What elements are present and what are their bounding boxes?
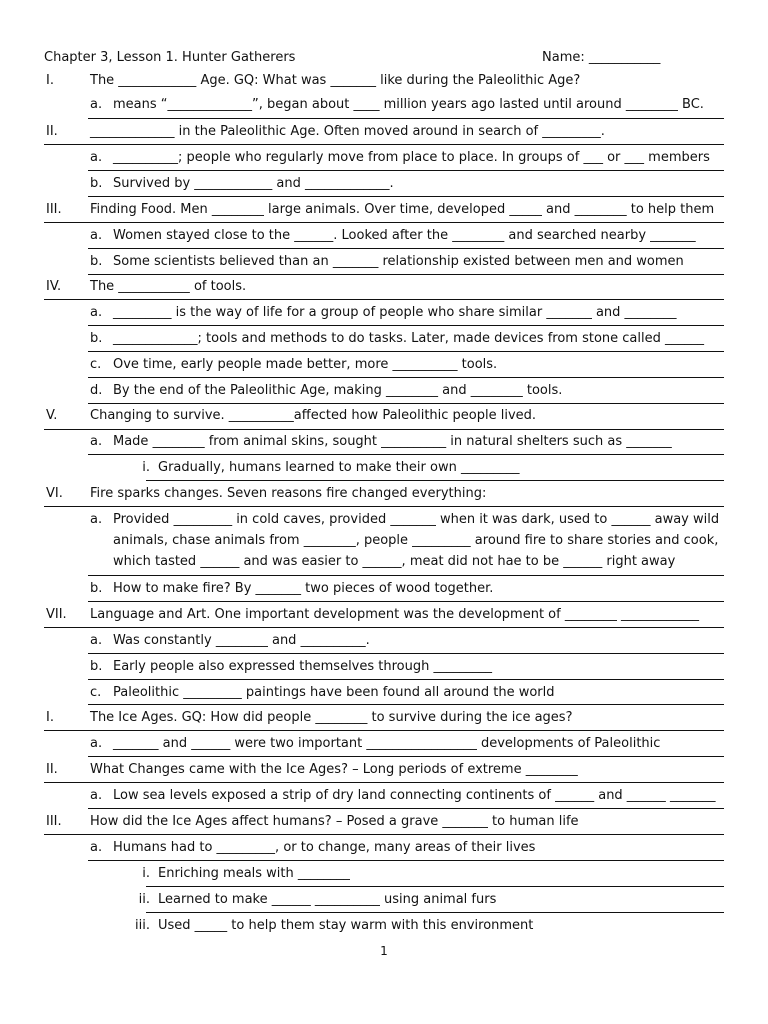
outline-text: What Changes came with the Ice Ages? – Long periods of extreme ________ <box>90 762 578 777</box>
outline-text: Language and Art. One important development was the development of ________ ____________ <box>90 607 699 622</box>
outline-text: Ove time, early people made better, more __________ tools. <box>113 357 498 372</box>
outline-text: Paleolithic _________ paintings have been found all around the world <box>113 685 555 700</box>
outline-text: Some scientists believed than an _______ relationship existed between men and women <box>113 254 684 269</box>
row-divider <box>44 506 724 507</box>
outline-marker: III. <box>46 814 62 829</box>
row-divider <box>44 144 724 145</box>
outline-marker: a. <box>90 788 103 803</box>
row-divider <box>88 454 724 455</box>
outline-marker: b. <box>90 176 103 191</box>
outline-text: By the end of the Paleolithic Age, making ________ and ________ tools. <box>113 383 563 398</box>
outline-text: Low sea levels exposed a strip of dry land connecting continents of ______ and ______ _______ <box>113 788 716 803</box>
outline-marker: a. <box>90 512 103 527</box>
outline-marker: i. <box>142 866 150 881</box>
outline-marker: a. <box>90 736 103 751</box>
outline-text: Was constantly ________ and __________. <box>113 633 370 648</box>
outline-marker: i. <box>142 460 150 475</box>
outline-marker: II. <box>46 762 58 777</box>
outline-marker: IV. <box>46 279 62 294</box>
row-divider <box>44 834 724 835</box>
outline-marker: a. <box>90 305 103 320</box>
row-divider <box>44 627 724 628</box>
row-divider <box>44 782 724 783</box>
row-divider <box>88 377 724 378</box>
outline-marker: b. <box>90 331 103 346</box>
row-divider <box>88 575 724 576</box>
outline-text: The ____________ Age. GQ: What was _______ like during the Paleolithic Age? <box>90 73 581 88</box>
outline-marker: V. <box>46 408 58 423</box>
worksheet-header <box>44 50 724 68</box>
row-divider <box>88 248 724 249</box>
outline-text: Finding Food. Men ________ large animals. Over time, developed _____ and ________ to help them <box>90 202 715 217</box>
row-divider <box>44 299 724 300</box>
outline-text: _____________ in the Paleolithic Age. Often moved around in search of _________. <box>90 124 605 139</box>
outline-text: The ___________ of tools. <box>90 279 247 294</box>
outline-marker: II. <box>46 124 58 139</box>
outline-marker: ii. <box>138 892 150 907</box>
outline-marker: a. <box>90 150 103 165</box>
row-divider <box>88 679 724 680</box>
outline-marker: a. <box>90 633 103 648</box>
row-divider <box>88 196 724 197</box>
name-field-label: Name: ___________ <box>542 50 661 65</box>
outline-text: How did the Ice Ages affect humans? – Posed a grave _______ to human life <box>90 814 579 829</box>
outline-text: __________; people who regularly move from place to place. In groups of ___ or ___ members <box>113 150 710 165</box>
outline-marker: c. <box>90 685 102 700</box>
outline-marker: a. <box>90 97 103 112</box>
row-divider <box>146 480 724 481</box>
outline-marker: c. <box>90 357 102 372</box>
row-divider <box>88 601 724 602</box>
outline-marker: I. <box>46 710 54 725</box>
row-divider <box>44 429 724 430</box>
row-divider <box>88 274 724 275</box>
outline-text: _______ and ______ were two important _________________ developments of Paleolithic <box>113 736 661 751</box>
outline-marker: a. <box>90 434 103 449</box>
row-divider <box>88 808 724 809</box>
outline-marker: a. <box>90 840 103 855</box>
outline-text: _________ is the way of life for a group of people who share similar _______ and ________ <box>113 305 677 320</box>
outline-text: The Ice Ages. GQ: How did people ________ to survive during the ice ages? <box>90 710 573 725</box>
outline-marker: I. <box>46 73 54 88</box>
outline-text: _____________; tools and methods to do tasks. Later, made devices from stone called ______ <box>113 331 704 346</box>
outline-marker: VI. <box>46 486 63 501</box>
outline-text: means “_____________”, began about ____ million years ago lasted until around ________ BC. <box>113 97 704 112</box>
outline-text: Fire sparks changes. Seven reasons fire changed everything: <box>90 486 487 501</box>
outline-text: Women stayed close to the ______. Looked after the ________ and searched nearby _______ <box>113 228 696 243</box>
outline-text: Changing to survive. __________affected how Paleolithic people lived. <box>90 408 537 423</box>
outline-text: Humans had to _________, or to change, many areas of their lives <box>113 840 536 855</box>
page-number: 1 <box>380 944 388 958</box>
outline-marker: b. <box>90 254 103 269</box>
outline-marker: d. <box>90 383 103 398</box>
outline-marker: b. <box>90 659 103 674</box>
row-divider <box>88 170 724 171</box>
row-divider <box>88 118 724 119</box>
outline-text: Early people also expressed themselves through _________ <box>113 659 492 674</box>
outline-text: How to make fire? By _______ two pieces of wood together. <box>113 581 494 596</box>
row-divider <box>44 222 724 223</box>
outline-marker: III. <box>46 202 62 217</box>
outline-text: Provided _________ in cold caves, provided _______ when it was dark, used to ______ away wild animals, chase animals from ________, people _________ around fire to share stories and cook, which tasted ______ and was easier to ______, meat did not hae to be ______ right away <box>113 512 720 569</box>
row-divider <box>88 704 724 705</box>
worksheet-title: Chapter 3, Lesson 1. Hunter Gatherers <box>44 50 296 65</box>
outline-marker: iii. <box>135 918 150 933</box>
outline-marker: VII. <box>46 607 67 622</box>
row-divider <box>146 886 724 887</box>
outline-text: Gradually, humans learned to make their own _________ <box>158 460 520 475</box>
outline-text: Made ________ from animal skins, sought __________ in natural shelters such as _______ <box>113 434 672 449</box>
outline-marker: b. <box>90 581 103 596</box>
row-divider <box>88 756 724 757</box>
outline-text: Learned to make ______ __________ using animal furs <box>158 892 497 907</box>
row-divider <box>44 730 724 731</box>
outline-text: Survived by ____________ and _____________. <box>113 176 394 191</box>
row-divider <box>146 912 724 913</box>
outline-text: Used _____ to help them stay warm with this environment <box>158 918 534 933</box>
row-divider <box>88 351 724 352</box>
row-divider <box>88 325 724 326</box>
outline-marker: a. <box>90 228 103 243</box>
row-divider <box>88 860 724 861</box>
outline-text: Enriching meals with ________ <box>158 866 350 881</box>
row-divider <box>88 653 724 654</box>
row-divider <box>88 403 724 404</box>
